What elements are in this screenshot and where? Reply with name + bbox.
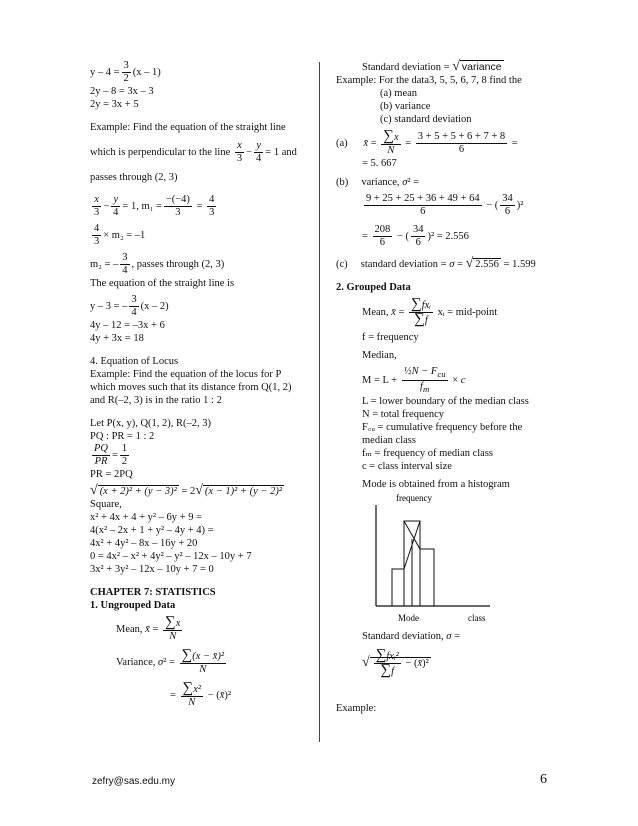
text-line: The equation of the straight line is <box>90 278 235 289</box>
text-line: and R(–2, 3) is in the ratio 1 : 2 <box>90 395 222 406</box>
eq-line: 2y = 3x + 5 <box>90 99 139 110</box>
grouped-mean: Mean, x̄ = $\frac{\text{∑fxᵢ}}{\sum f}$ xᵢ = mid-point <box>362 296 498 327</box>
eq-line: √ (x + 2)² + (y − 3)² = 2√ (x − 1)² + (y − 2)² <box>90 483 283 498</box>
example-text: which is perpendicular to the line $\frac{x}{3}$ − $\frac{y}{4}$ = 1 and <box>90 140 297 164</box>
chapter-heading: CHAPTER 7: STATISTICS <box>90 587 216 598</box>
eq-line: 4y + 3x = 18 <box>90 333 144 344</box>
text-line: Square, <box>90 499 122 510</box>
text-line: PQ : PR = 1 : 2 <box>90 431 155 442</box>
eq-line: $\frac{x}{3}$ − $\frac{y}{4}$ = 1, m₁ = $\frac{-(-4)}{3}$ = $\frac{4}{3}$ <box>94 194 215 218</box>
eq-line: 4(x² – 2x + 1 + y² – 4y + 4) = <box>90 525 214 536</box>
definition: fₘ = frequency of median class <box>362 448 494 460</box>
column-divider <box>319 62 320 742</box>
footer-email: zefry@sas.edu.my <box>92 776 175 787</box>
variance-solution: (b) variance, σ² = <box>336 177 420 188</box>
variance-step: $\frac{9 + 25 + 25 + 36 + 49 + 64}{6}$ − ( $\frac{34}{6}$ )² <box>366 193 524 217</box>
text-line: Median, <box>362 350 397 361</box>
definition: L = lower boundary of the median class <box>362 396 529 408</box>
eq-line: 3x² + 3y² – 12x – 10y + 7 = 0 <box>90 564 214 575</box>
eq-line: PR = 2PQ <box>90 469 133 480</box>
text-line: Let P(x, y), Q(1, 2), R(–2, 3) <box>90 418 212 429</box>
eq-line: y – 4 = $\frac{3}{2}$ (x – 1) <box>90 60 161 84</box>
eq-line: 4x² + 4y² – 8x – 16y + 20 <box>90 538 198 549</box>
histogram-ylabel: frequency <box>396 493 432 504</box>
section-heading: 4. Equation of Locus <box>90 356 179 367</box>
text-line: f = frequency <box>362 332 419 343</box>
eq-line: x² + 4x + 4 + y² – 6y + 9 = <box>90 512 203 523</box>
example-part: (a) mean <box>380 88 418 99</box>
definition: F꜀ᵤ = cumulative frequency before the <box>362 422 523 434</box>
variance-formula-alt: = $\frac{\text{∑x²}}{N}$ − (x̄)² <box>170 680 232 708</box>
text-line: Example: Find the equation of the locus for P <box>90 369 282 380</box>
histogram-mode-label: Mode <box>398 613 419 624</box>
variance-step: = $\frac{208}{6}$ − ( $\frac{34}{6}$ )² = 2.556 <box>362 224 469 248</box>
eq-line: m₂ = – $\frac{3}{4}$ , passes through (2, 3) <box>90 252 225 276</box>
mean-solution: (a) x̄ = $\frac{\sum x}{N}$ = $\frac{3 + 5 + 5 + 6 + 7 + 8}{6}$ = <box>336 128 518 156</box>
eq-line: $\frac{PQ}{PR}$ = $\frac{1}{2}$ <box>94 443 128 467</box>
section-heading: 1. Ungrouped Data <box>90 600 176 611</box>
eq-line: 0 = 4x² – x² + 4y² – y² – 12x – 10y + 7 <box>90 551 252 562</box>
section-heading: 2. Grouped Data <box>336 282 411 293</box>
text-line: Mode is obtained from a histogram <box>362 479 510 491</box>
eq-line: 4y – 12 = –3x + 6 <box>90 320 165 331</box>
left-column <box>90 60 312 709</box>
example-text: passes through (2, 3) <box>90 172 178 183</box>
mean-formula: Mean, x̄ = $\frac{\sum x}{N}$ <box>116 614 181 642</box>
text-line: Standard deviation, σ = <box>362 631 461 643</box>
grouped-sd-formula: √ $\frac{\text{∑fxᵢ²}}{\sum f}$ − (x̄)² <box>362 647 429 679</box>
sd-solution: (c) standard deviation = σ = √ 2.556 = 1.599 <box>336 256 536 271</box>
text-line: which moves such that its distance from Q(1, 2) <box>90 382 292 393</box>
example-text: Example: Find the equation of the straight line <box>90 122 286 133</box>
example-part: (b) variance <box>380 101 431 112</box>
mean-result: = 5. 667 <box>362 158 397 169</box>
example-text: Example: For the data3, 5, 5, 6, 7, 8 find the <box>336 75 522 86</box>
page-number: 6 <box>540 772 547 787</box>
eq-line: $\frac{4}{3}$ × m₂ = –1 <box>94 223 146 247</box>
histogram-xlabel: class <box>468 613 486 624</box>
right-column <box>336 60 558 715</box>
variance-formula: Variance, σ² = $\frac{\text{∑(x − x̄)²}}{N}$ <box>116 647 225 675</box>
definition: c = class interval size <box>362 461 452 473</box>
text-line: Example: <box>336 703 377 715</box>
eq-line: y – 3 = – $\frac{3}{4}$ (x – 2) <box>90 294 169 318</box>
median-formula: M = L + $\frac{\frac{1}{2}N - F_{cu}}{f_m}$ × c <box>362 366 466 395</box>
histogram-figure <box>358 491 508 626</box>
definition: median class <box>362 435 416 447</box>
sd-formula: Standard deviation = √ variance <box>362 59 502 74</box>
example-part: (c) standard deviation <box>380 114 472 125</box>
eq-line: 2y – 8 = 3x – 3 <box>90 86 154 97</box>
definition: N = total frequency <box>362 409 445 421</box>
